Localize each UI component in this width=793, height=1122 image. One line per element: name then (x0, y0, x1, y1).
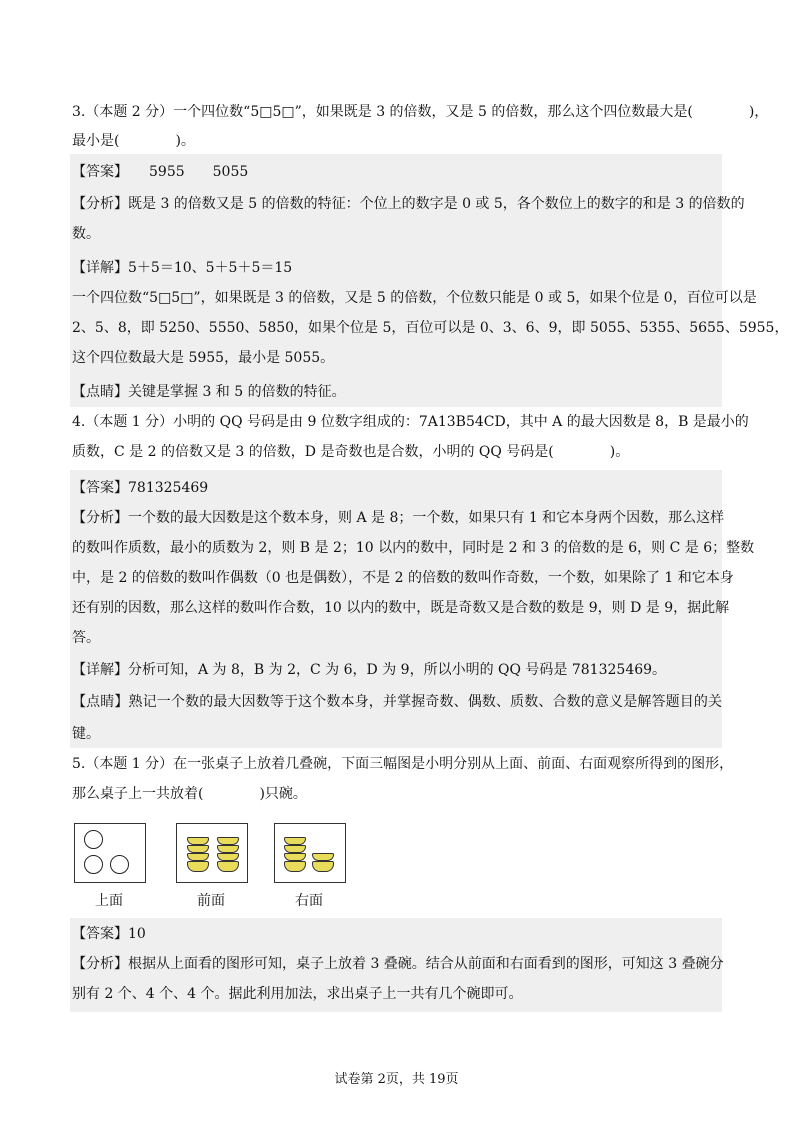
bowl-icon (284, 837, 306, 845)
q3-question: 3.（本题 2 分）一个四位数“5□5□”，如果既是 3 的倍数，又是 5 的倍数，那么这个四位数最大是( )， (72, 104, 769, 120)
bowl-icon (312, 853, 334, 861)
q4-analysis: 的数叫作质数，最小的质数为 2，则 B 是 2；10 以内的数中，同时是 2 和 3 的倍数的是 6，则 C 是 6；整数 (72, 540, 755, 556)
q3-detail: 这个四位数最大是 5955，最小是 5055。 (72, 350, 335, 366)
q3-detail: 一个四位数“5□5□”，如果既是 3 的倍数，又是 5 的倍数，个位数只能是 0 或 5，如果个位是 0，百位可以是 (72, 290, 757, 306)
bowl-icon (187, 837, 209, 845)
bowl-icon (217, 853, 239, 861)
q4-analysis: 还有别的因数，那么这样的数叫作合数，10 以内的数中，既是奇数又是合数的数是 9，则 D 是 9，据此解 (72, 600, 730, 616)
page-footer: 试卷第 2页，共 19页 (334, 1072, 459, 1087)
q3-detail: 2、5、8，即 5250、5550、5850，如果个位是 5，百位可以是 0、3、6、9，即 5055、5355、5655、5955， (72, 320, 789, 336)
q4-answer: 【答案】781325469 (72, 480, 209, 496)
q3-solution-block (70, 154, 789, 407)
q4-detail: 【详解】分析可知，A 为 8，B 为 2，C 为 6，D 为 9，所以小明的 QQ 号码是 781325469。 (72, 662, 667, 678)
q5-question: 5.（本题 1 分）在一张桌子上放着几叠碗，下面三幅图是小明分别从上面、前面、右面观察所得到的图形， (72, 756, 734, 772)
q4-question: 4.（本题 1 分）小明的 QQ 号码是由 9 位数字组成的：7A13B54CD，其中 A 的最大因数是 8，B 是最小的 (72, 414, 749, 430)
q4-comment: 键。 (72, 726, 100, 742)
q4-question: 质数，C 是 2 的倍数又是 3 的倍数，D 是奇数也是合数，小明的 QQ 号码是( )。 (72, 444, 630, 460)
q5-answer: 【答案】10 (72, 926, 146, 942)
right-view-figure (274, 823, 346, 883)
top-view-figure (74, 823, 146, 883)
bowl-icon (187, 853, 209, 861)
q4-analysis: 答。 (72, 630, 100, 646)
figure-label: 前面 (197, 893, 225, 909)
bowl-icon (284, 845, 306, 853)
bowl-circle-icon (110, 855, 129, 874)
bowl-icon (217, 837, 239, 845)
bowl-icon (187, 861, 209, 872)
figure-label: 上面 (95, 893, 123, 909)
q5-analysis: 【分析】根据从上面看的图形可知，桌子上放着 3 叠碗。结合从前面和右面看到的图形，可知这 3 叠碗分 (72, 956, 724, 972)
q3-analysis: 【分析】既是 3 的倍数又是 5 的倍数的特征：个位上的数字是 0 或 5，各个数位上的数字的和是 3 的倍数的 (72, 196, 745, 212)
bowl-icon (217, 845, 239, 853)
q3-detail: 【详解】5＋5＝10、5＋5＋5＝15 (72, 260, 293, 276)
bowl-icon (217, 861, 239, 872)
q4-comment: 【点睛】熟记一个数的最大因数等于这个数本身，并掌握奇数、偶数、质数、合数的意义是解答题目的关 (72, 694, 722, 710)
figure-label: 右面 (295, 893, 323, 909)
bowl-icon (284, 853, 306, 861)
q3-comment: 【点睛】关键是掌握 3 和 5 的倍数的特征。 (72, 384, 346, 400)
q3-answer: 【答案】 5955 5055 (72, 164, 249, 180)
front-view-figure (176, 823, 248, 883)
q4-analysis: 【分析】一个数的最大因数是这个数本身，则 A 是 8；一个数，如果只有 1 和它本身两个因数，那么这样 (72, 510, 725, 526)
bowl-circle-icon (84, 830, 103, 849)
bowl-icon (187, 845, 209, 853)
q3-question: 最小是( )。 (72, 133, 195, 149)
q5-question: 那么桌子上一共放着( )只碗。 (72, 786, 307, 802)
q5-analysis: 别有 2 个、4 个、4 个。据此利用加法，求出桌子上一共有几个碗即可。 (72, 986, 523, 1002)
bowl-icon (312, 861, 334, 872)
bowl-circle-icon (84, 855, 103, 874)
bowl-icon (284, 861, 306, 872)
q4-analysis: 中，是 2 的倍数的数叫作偶数（0 也是偶数），不是 2 的倍数的数叫作奇数，一个数，如果除了 1 和它本身 (72, 570, 734, 586)
q3-analysis: 数。 (72, 226, 100, 242)
